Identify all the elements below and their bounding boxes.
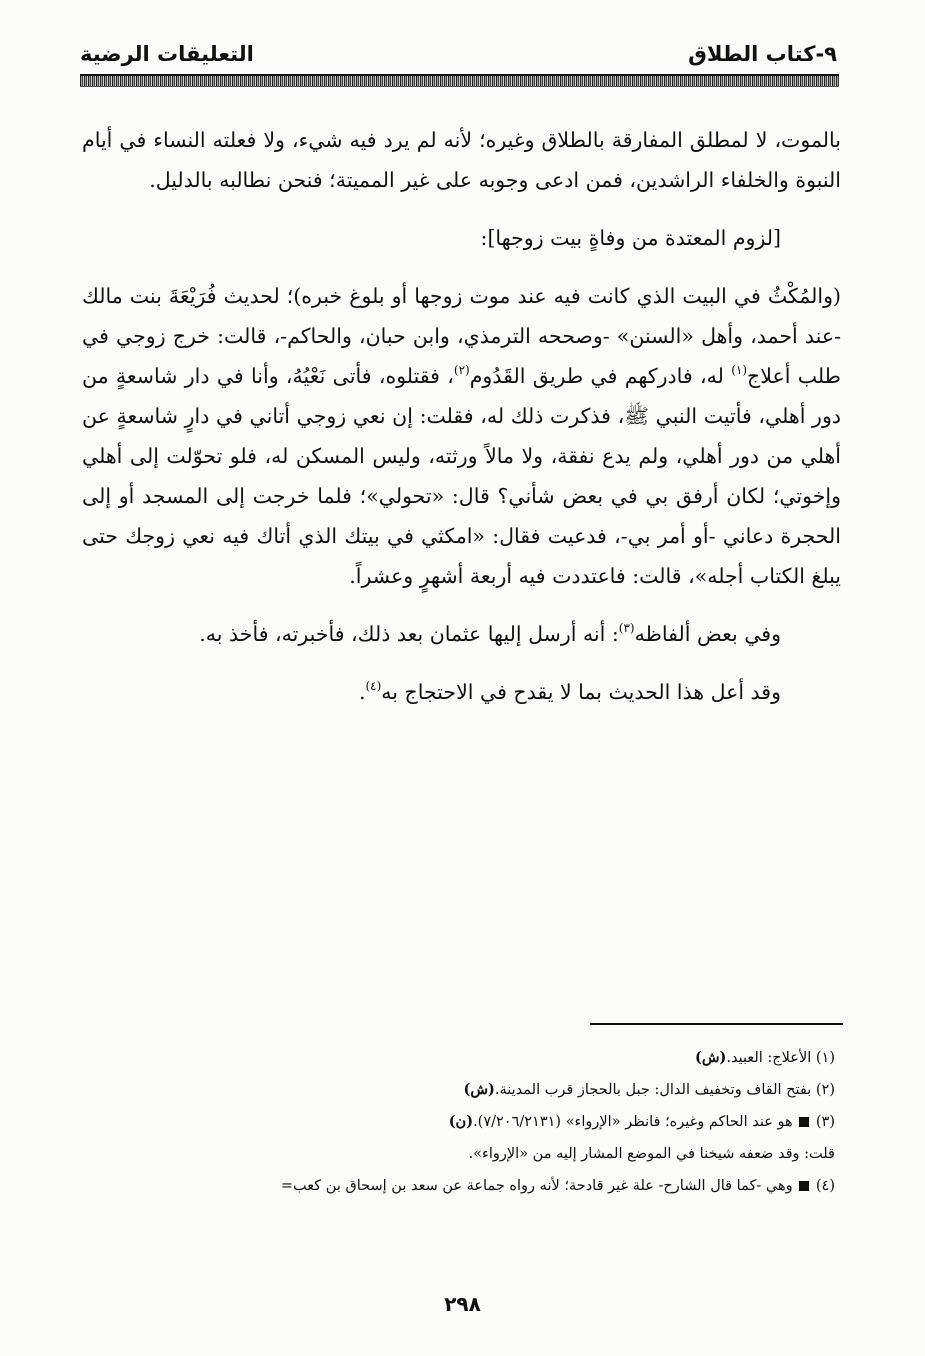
footnote-text: وهي -كما قال الشارح- علة غير قادحة؛ لأنه رواه جماعة عن سعد بن إسحاق بن كعب= <box>280 1178 793 1194</box>
paragraph-text: . <box>358 680 366 704</box>
footnote-text: (١) الأعلاج: العبيد. <box>726 1050 835 1066</box>
square-bullet-icon <box>799 1181 809 1191</box>
paragraph-text: (والمُكْثُ في البيت الذي كانت فيه عند موت زوجها أو بلوغ خبره)؛ لحديث فُرَيْعَةَ بنت مالك -عند أحمد، وأهل «السنن» -وصححه الترمذي، وابن حبان، والحاكم-، قالت: خرج زوجي في طلب أعلاج <box>82 284 841 388</box>
paragraph <box>82 614 841 654</box>
running-header <box>80 40 837 74</box>
footnote-number: (٤) <box>815 1178 835 1194</box>
footnote-number: (٣) <box>815 1114 835 1130</box>
footnote-text: (٢) بفتح القاف وتخفيف الدال: جبل بالحجاز قرب المدينة. <box>494 1082 835 1098</box>
paragraph <box>82 672 841 712</box>
paragraph-text: ، فقتلوه، فأتى نَعْيُهُ، وأنا في دار شاسعةٍ من دور أهلي، فأتيت النبي ﷺ، فذكرت ذلك له، فقلت: إن نعي زوجي أتاني في دارٍ شاسعةٍ عن أهلي من دور أهلي، ولم يدع نفقة، ولا مالاً ورثته، وليس المسكن له، فلو تحوّلت إلى أهلي وإخوتي؛ لكان أرفق بي في بعض شأني؟ قال: «تحولي»؛ فلما خرجت إلى المسجد أو إلى الحجرة دعاني -أو أمر بي-، فدعيت فقال: «امكثي في بيتك الذي أتاك فيه نعي زوجك حتى يبلغ الكتاب أجله»، قالت: فاعتددت فيه أربعة أشهرٍ وعشراً. <box>82 364 841 588</box>
footnote-3 <box>88 1106 835 1138</box>
square-bullet-icon <box>799 1117 809 1127</box>
paragraph-text: وقد أعل هذا الحديث بما لا يقدح في الاحتجاج به <box>381 680 781 704</box>
footnote-ref: (٤) <box>365 679 382 693</box>
footnote-ref: (٣) <box>618 621 635 635</box>
footnote-text: هو عند الحاكم وغيره؛ فانظر «الإرواء» (٧/٢٠٦/٢١٣١). <box>473 1114 793 1130</box>
paragraph-text: : أنه أرسل إليها عثمان بعد ذلك، فأخبرته، فأخذ به. <box>199 622 619 646</box>
main-text <box>82 120 841 712</box>
paragraph-text: له، فادركهم في طريق القَدُوم <box>469 364 732 388</box>
footnote-ref: (٢) <box>453 363 470 377</box>
footnote-separator <box>590 1023 843 1025</box>
footnote-source-mark: (ش) <box>463 1081 495 1098</box>
footnotes <box>88 1042 835 1202</box>
chapter-title: ٩-كتاب الطلاق <box>688 42 837 66</box>
footnote-3-continued: قلت: وقد ضعفه شيخنا في الموضع المشار إليه من «الإرواء». <box>468 1146 835 1162</box>
page-number: ٢٩٨ <box>444 1292 481 1316</box>
paragraph <box>82 276 841 596</box>
book-title: التعليقات الرضية <box>80 42 254 66</box>
paragraph: بالموت، لا لمطلق المفارقة بالطلاق وغيره؛ لأنه لم يرد فيه شيء، ولا فعلته النساء في أيام النبوة والخلفاء الراشدين، فمن ادعى وجوبه على غير المميتة؛ فنحن نطالبه بالدليل. <box>82 128 841 192</box>
footnote-2 <box>88 1074 835 1106</box>
paragraph-text: وفي بعض ألفاظه <box>634 622 781 646</box>
footnote-source-mark: (ن) <box>448 1113 474 1130</box>
footnote-4 <box>88 1170 835 1202</box>
section-heading: [لزوم المعتدة من وفاةٍ بيت زوجها]: <box>480 226 781 250</box>
header-rule <box>80 74 839 87</box>
footnote-ref: (١) <box>731 363 748 377</box>
footnote-source-mark: (ش) <box>694 1049 727 1066</box>
footnote-1 <box>88 1042 835 1074</box>
